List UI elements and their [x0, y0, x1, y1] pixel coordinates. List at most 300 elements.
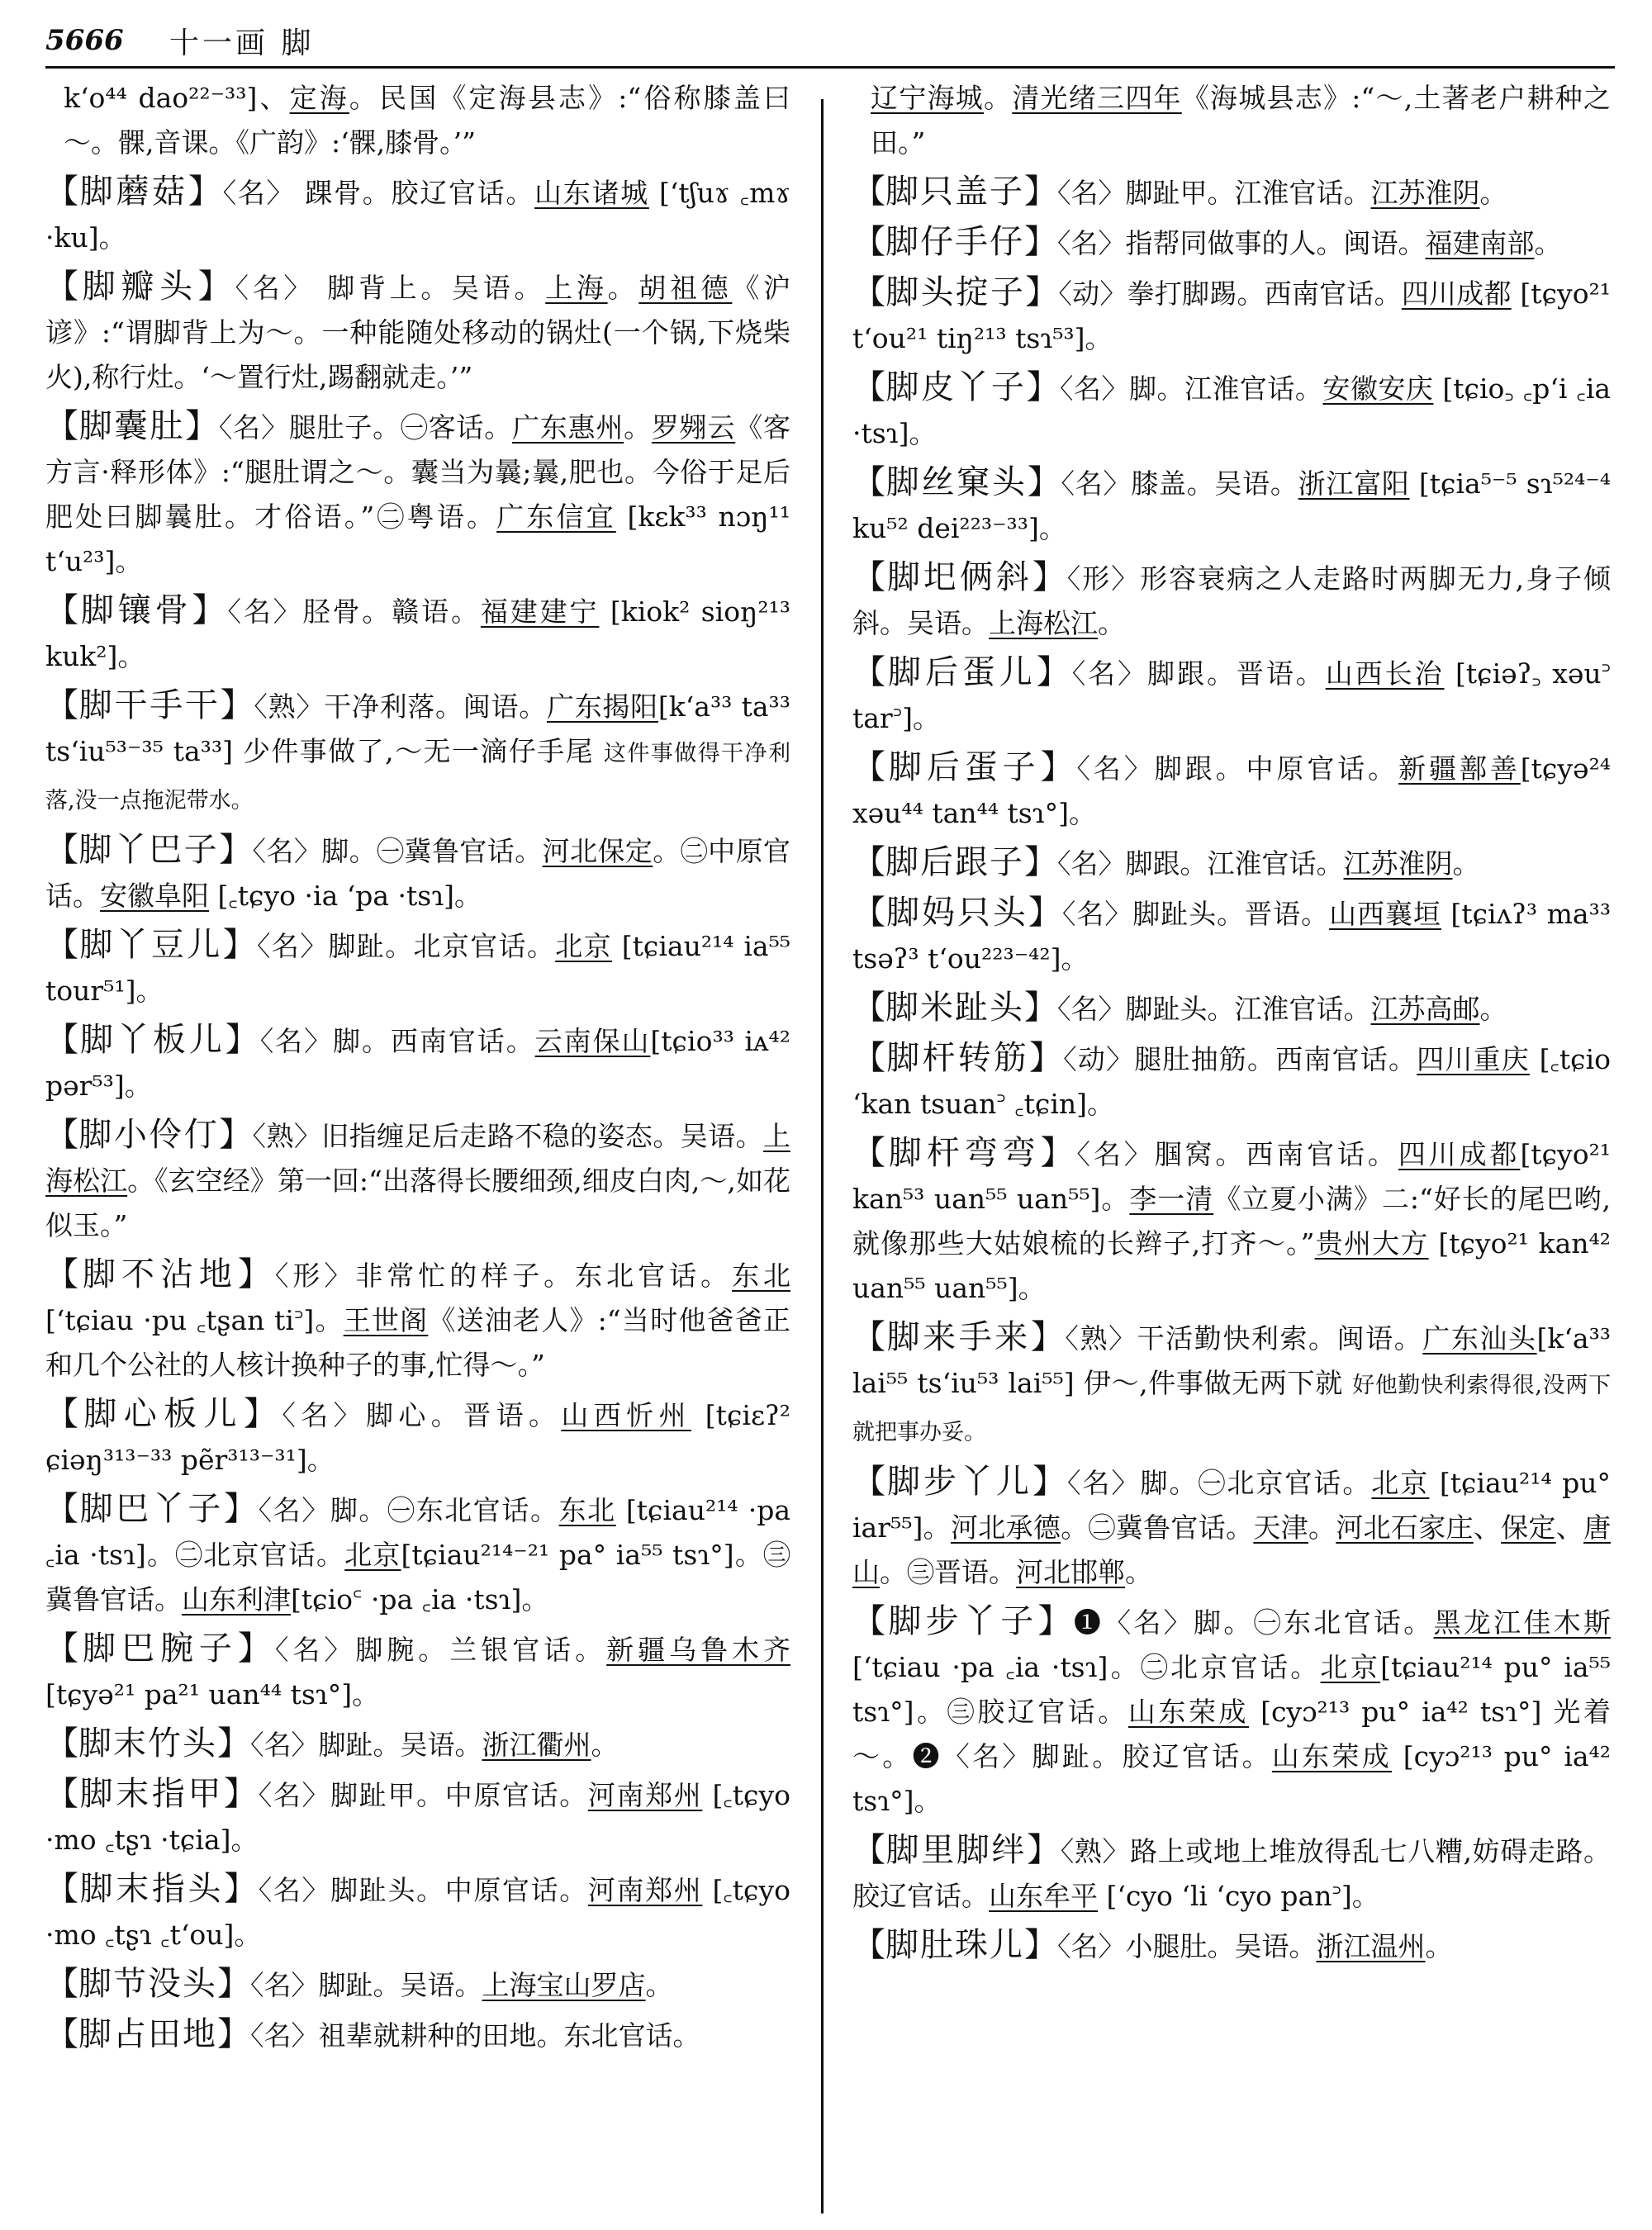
location-name: 北京 [555, 930, 612, 962]
definition-text: [cyɔ²¹³ pu° ia⁴² tsɿ°] 光着～。❷〈名〉脚趾。胶辽官话。 [852, 1696, 1611, 1772]
headword: 脚占田地 [78, 2015, 217, 2053]
definition-text: 。㊂晋语。 [880, 1556, 1016, 1588]
definition-text: [tɕyo²¹ kan⁴² uan⁵⁵ uan⁵⁵]。 [852, 1227, 1611, 1304]
definition-text: 〈名〉脚趾。吴语。 [250, 1729, 482, 1761]
definition-text: 〈名〉 脚背上。吴语。 [235, 272, 546, 304]
headword: 脚镶骨 [80, 591, 192, 629]
definition-text: [tɕiau²¹⁴ pu° ia⁵⁵ tsɿ°]。㊂胶辽官话。 [852, 1651, 1611, 1728]
headword: 脚囊肚 [78, 407, 186, 445]
entry-continuation [45, 76, 790, 165]
headword: 脚丝窠头 [885, 463, 1028, 501]
definition-text: [tɕiau²¹⁴ pu° iar⁵⁵]。 [852, 1467, 1611, 1544]
definition-text: 。 [1479, 177, 1507, 209]
definition-text: [tɕyə²¹ pa²¹ uan⁴⁴ tsɿ°]。 [45, 1678, 380, 1710]
bracket-close: 】 [224, 1775, 259, 1813]
headword: 脚蘑菇 [79, 173, 188, 211]
bracket-close: 】 [243, 1395, 282, 1433]
dictionary-entry [45, 1113, 790, 1248]
bracket-open: 【 [45, 268, 83, 306]
definition-text: 。 [624, 411, 652, 444]
definition-text: [ʻtʃuɤ ꜀mɤ ·ku]。 [45, 177, 790, 254]
bracket-close: 】 [237, 1630, 275, 1668]
bracket-close: 】 [1028, 1039, 1064, 1077]
headword: 脚只盖子 [885, 173, 1024, 211]
location-name: 浙江衢州 [482, 1729, 591, 1761]
location-name: 罗翙云 [651, 411, 736, 444]
headword: 脚米趾头 [885, 989, 1024, 1027]
headword: 脚小伶仃 [78, 1116, 220, 1154]
location-name: 上海松江 [989, 607, 1098, 639]
bracket-open: 【 [852, 894, 886, 932]
definition-text: [tɕio꜂ ·pa ꜀ia ·tsɿ]。 [291, 1583, 549, 1616]
definition-text: 〈名〉脚心。晋语。 [282, 1399, 562, 1431]
bracket-close: 】 [1030, 1318, 1066, 1356]
definition-text: 。 [1452, 847, 1480, 880]
headword: 脚圯俩斜 [886, 558, 1032, 596]
location-name: 江苏淮阴 [1343, 847, 1453, 880]
headword: 脚杆转筋 [886, 1039, 1029, 1077]
bracket-open: 【 [852, 463, 886, 501]
bracket-close: 】 [1037, 1602, 1074, 1640]
location-name: 广东揭阳 [546, 690, 658, 723]
definition-text: [k‘a³³ lai⁵⁵ ts‘iu⁵³ lai⁵⁵] 伊～,件事做无两下就 [852, 1322, 1611, 1399]
location-name: 江苏高邮 [1370, 993, 1480, 1025]
definition-text: 〈熟〉干净利落。闽语。 [254, 690, 547, 723]
definition-text: ❶〈名〉脚。㊀东北官话。 [1073, 1606, 1434, 1639]
bracket-open: 【 [852, 1463, 887, 1501]
headword: 脚巴丫子 [79, 1490, 224, 1528]
bracket-close: 】 [1027, 463, 1061, 501]
definition-text: 〈名〉脚。江淮官话。 [1059, 372, 1323, 405]
headword: 脚皮丫子 [885, 368, 1027, 406]
bracket-open: 【 [45, 1490, 80, 1528]
bracket-close: 】 [219, 1116, 253, 1154]
bracket-close: 】 [192, 591, 228, 629]
definition-text: 《海城县志》:“～,土著老户耕种之田。” [871, 82, 1611, 159]
definition-text: [꜀tɕyo ·mo ꜀tʂɿ ·tɕia]。 [45, 1779, 790, 1856]
bracket-close: 】 [1026, 368, 1060, 406]
location-name: 广东汕头 [1422, 1322, 1537, 1355]
bracket-close: 】 [188, 173, 223, 211]
headword: 脚丫巴子 [78, 831, 220, 869]
definition-text: [tɕiau²¹⁴⁻²¹ pa° ia⁵⁵ tsɿ°]。㊂冀鲁官话。 [45, 1539, 790, 1616]
location-name: 定海 [289, 82, 349, 114]
definition-text: 〈名〉指帮同做事的人。闽语。 [1057, 227, 1426, 259]
headword: 脚头掟子 [885, 273, 1026, 311]
definition-text: 〈名〉祖辈就耕种的田地。东北官话。 [250, 2019, 700, 2052]
dictionary-entry [45, 1392, 790, 1483]
definition-text: 〈形〉形容衰病之人走路时两脚无力,身子倾斜。吴语。 [852, 562, 1611, 639]
headword: 脚步丫儿 [887, 1463, 1032, 1501]
bracket-open: 【 [852, 273, 886, 311]
bracket-close: 】 [1024, 173, 1057, 211]
bracket-close: 】 [1024, 223, 1057, 261]
definition-text: 〈名〉脚。㊀东北官话。 [258, 1494, 559, 1526]
definition-text: [cyɔ²¹³ pu° ia⁴² tsɿ°]。 [852, 1740, 1611, 1817]
definition-text: 〈动〉拳打脚踢。西南官话。 [1058, 278, 1402, 310]
definition-text: k‘o⁴⁴ dao²²⁻³³]、 [64, 82, 290, 114]
bracket-open: 【 [852, 1318, 887, 1356]
location-name: 四川成都 [1401, 278, 1512, 310]
headword: 脚后跟子 [885, 843, 1024, 881]
location-name: 河北承德 [950, 1511, 1061, 1544]
definition-text: [tɕyo²¹ t‘ou²¹ tiŋ²¹³ tsɿ⁵³]。 [852, 278, 1611, 354]
definition-text: 〈名〉脚趾头。江淮官话。 [1057, 993, 1371, 1025]
page-header [45, 15, 1615, 66]
definition-text: [tɕiʌʔ³ ma³³ tsəʔ³ t‘ou²²³⁻⁴²]。 [852, 898, 1611, 975]
location-name: 北京 [1320, 1651, 1381, 1683]
translation-note: 好他勤快利索得很,没两下就把事办妥。 [852, 1373, 1611, 1445]
dictionary-entry [45, 1867, 790, 1957]
location-name: 黑龙江佳木斯 [1433, 1606, 1611, 1639]
bracket-open: 【 [45, 1870, 80, 1908]
dictionary-entry [45, 1772, 790, 1862]
location-name: 河北保定 [542, 835, 653, 867]
location-name: 上海 [545, 272, 608, 304]
dictionary-entry [45, 264, 790, 400]
location-name: 山西襄垣 [1329, 898, 1441, 930]
dictionary-entry [45, 1962, 790, 2008]
location-name: 江苏淮阴 [1370, 177, 1480, 209]
bracket-close: 】 [217, 1725, 250, 1763]
bracket-open: 【 [852, 1602, 889, 1640]
definition-text: [tɕio꜆ ꜀p‘i ꜀ia ·tsɿ]。 [852, 372, 1611, 449]
bracket-close: 】 [1032, 558, 1067, 596]
bracket-open: 【 [45, 926, 80, 964]
definition-text: [kiok² sioŋ²¹³ kuk²]。 [45, 595, 790, 672]
dictionary-entry [852, 985, 1611, 1032]
dictionary-entry [852, 650, 1611, 741]
headword: 脚末竹头 [78, 1725, 217, 1763]
definition-text: 。 [984, 82, 1013, 114]
bracket-open: 【 [45, 173, 80, 211]
bracket-open: 【 [852, 989, 885, 1027]
headword: 脚巴腕子 [82, 1630, 238, 1668]
dictionary-entry [852, 1036, 1611, 1127]
bracket-close: 】 [237, 1255, 275, 1293]
location-name: 福建南部 [1425, 227, 1535, 259]
bracket-open: 【 [45, 1255, 83, 1293]
entry-continuation [852, 76, 1611, 165]
bracket-open: 【 [852, 1831, 886, 1869]
headword: 脚后蛋子 [888, 748, 1041, 786]
definition-text: 〈名〉脚趾头。中原官话。 [258, 1874, 588, 1906]
definition-text: 。 [1308, 1511, 1336, 1544]
definition-text: 〈名〉脚腕。兰银官话。 [274, 1634, 607, 1666]
headword: 脚来手来 [886, 1318, 1031, 1356]
location-name: 山西忻州 [561, 1399, 691, 1431]
location-name: 山东荣成 [1127, 1696, 1250, 1728]
dictionary-entry [852, 365, 1611, 456]
header-rule [45, 66, 1615, 69]
headword: 脚后蛋儿 [887, 653, 1037, 691]
definition-text: 。《玄空经》第一回:“出落得长腰细颈,细皮白肉,～,如花似玉。” [45, 1165, 790, 1241]
definition-text: 〈熟〉干活勤快利索。闽语。 [1065, 1322, 1423, 1355]
definition-text: 《沪谚》:“谓脚背上为～。一种能随处移动的锅灶(一个锅,下烧柴火),称行灶。‘～置行灶,踢翻就走。’” [45, 272, 790, 393]
dictionary-entry [45, 1721, 790, 1767]
bracket-close: 】 [1024, 1926, 1057, 1964]
definition-text: 。 [1098, 607, 1125, 639]
bracket-close: 】 [223, 1490, 259, 1528]
location-name: 新疆鄯善 [1398, 752, 1521, 785]
dictionary-entry [45, 683, 790, 823]
bracket-close: 】 [1040, 1134, 1077, 1172]
definition-text: 、 [1473, 1511, 1502, 1544]
definition-text: 〈名〉 踝骨。胶辽官话。 [222, 177, 535, 209]
definition-text: 。 [645, 1969, 673, 2001]
definition-text: 。 [1479, 993, 1507, 1025]
location-name: 唐山 [852, 1511, 1611, 1588]
bracket-open: 【 [45, 1116, 79, 1154]
headword: 脚步丫子 [888, 1602, 1038, 1640]
headword: 脚丫板儿 [79, 1021, 225, 1059]
definition-text: [tɕyo²¹ kan⁵³ uan⁵⁵ uan⁵⁵]。 [852, 1138, 1611, 1215]
headword: 脚杆弯弯 [888, 1134, 1041, 1172]
definition-text: 〈名〉脚跟。中原官话。 [1076, 752, 1399, 785]
bracket-open: 【 [45, 1021, 80, 1059]
headword: 脚肚珠儿 [885, 1926, 1024, 1964]
definition-text: 。㊁中原官话。 [45, 835, 790, 912]
bracket-close: 】 [217, 2015, 250, 2053]
bracket-close: 】 [1028, 894, 1062, 932]
definition-text: 〈名〉脚跟。江淮官话。 [1057, 847, 1344, 880]
bracket-open: 【 [45, 1725, 78, 1763]
definition-text: 。 [591, 1729, 619, 1761]
definition-text: [tɕiɛʔ² ɕiəŋ³¹³⁻³³ pẽr³¹³⁻³¹]。 [45, 1399, 790, 1476]
headword: 脚干手干 [78, 686, 221, 724]
definition-text: 〈名〉腘窝。西南官话。 [1076, 1138, 1398, 1170]
bracket-open: 【 [45, 1775, 80, 1813]
section-title: 十一画 脚 [169, 26, 315, 60]
definition-text: 〈熟〉路上或地上堆放得乱七八糟,妨碍走路。胶辽官话。 [852, 1835, 1611, 1912]
definition-text: [꜀tɕio ʻkan tsuan꜄ ꜀tɕin]。 [852, 1043, 1611, 1120]
definition-text: 〈名〉脚趾。吴语。 [250, 1969, 482, 2001]
headword: 脚节没头 [78, 1965, 217, 2003]
bracket-open: 【 [852, 223, 885, 261]
dictionary-entry [852, 840, 1611, 886]
definition-text: 〈名〉脚趾头。晋语。 [1061, 898, 1330, 930]
dictionary-entry [852, 745, 1611, 836]
definition-text: [꜀tɕyo ·mo ꜀tʂɿ ꜀t‘ou]。 [45, 1874, 790, 1951]
definition-text: 《客方言·释形体》:“腿肚谓之～。囊当为曩;曩,肥也。今俗于足后肥处曰脚曩肚。才俗语。”㊁粤语。 [45, 411, 790, 533]
location-name: 胡祖德 [638, 272, 733, 304]
location-name: 河北邯郸 [1016, 1556, 1125, 1588]
dictionary-entry [45, 1252, 790, 1388]
location-name: 山东牟平 [989, 1880, 1098, 1912]
definition-text: 。民国《定海县志》:“俗称膝盖曰～。髁,音课。《广韵》:‘髁,膝骨。’” [64, 82, 790, 159]
bracket-open: 【 [852, 748, 889, 786]
bracket-open: 【 [45, 1630, 83, 1668]
bracket-close: 】 [1027, 1831, 1061, 1869]
definition-text: [ʻtɕiau ·pu ꜀tʂan ti꜄]。 [45, 1304, 344, 1336]
bracket-close: 】 [217, 1965, 250, 2003]
definition-text: 。㊁冀鲁官话。 [1061, 1511, 1254, 1544]
location-name: 浙江富阳 [1298, 467, 1410, 500]
definition-text: 〈动〉腿肚抽筋。西南官话。 [1063, 1043, 1417, 1075]
location-name: 东北 [732, 1260, 790, 1292]
bracket-open: 【 [45, 1965, 78, 2003]
location-name: 天津 [1253, 1511, 1308, 1544]
definition-text: [ʻtɕiau ·pa ꜀ia ·tsɿ]。㊁北京官话。 [852, 1651, 1321, 1683]
location-name: 浙江温州 [1316, 1930, 1426, 1962]
bracket-close: 】 [1040, 748, 1077, 786]
definition-text: [tɕiau²¹⁴ ia⁵⁵ tour⁵¹]。 [45, 930, 790, 1007]
definition-text: 〈名〉脚趾甲。江淮官话。 [1057, 177, 1371, 209]
definition-text: [tɕio³³ iᴀ⁴² pər⁵³]。 [45, 1025, 790, 1102]
definition-text: [꜀tɕyo ·ia ʻpa ·tsɿ]。 [209, 880, 482, 912]
definition-text: [tɕyə²⁴ xəu⁴⁴ tan⁴⁴ tsɿ°]。 [852, 752, 1611, 829]
location-name: 四川成都 [1398, 1138, 1521, 1170]
bracket-close: 】 [1036, 653, 1072, 691]
location-name: 北京 [344, 1539, 401, 1571]
location-name: 李一清 [1129, 1183, 1214, 1215]
definition-text: 《立夏小满》二:“好长的尾巴哟,就像那些大姑娘梳的长辫子,打齐～。” [852, 1183, 1611, 1260]
dictionary-entry [45, 1626, 790, 1717]
location-name: 河北石家庄 [1336, 1511, 1474, 1544]
location-name: 山西长治 [1325, 657, 1445, 690]
bracket-close: 】 [1024, 843, 1057, 881]
location-name: 安徽安庆 [1322, 372, 1434, 405]
dictionary-entry [45, 169, 790, 260]
headword: 脚末指头 [79, 1870, 225, 1908]
bracket-close: 】 [220, 686, 254, 724]
location-name: 广东信宜 [496, 501, 616, 533]
dictionary-entry [45, 923, 790, 1013]
bracket-close: 】 [219, 831, 253, 869]
definition-text: 〈名〉胫骨。赣语。 [227, 595, 481, 628]
dictionary-entry [852, 270, 1611, 361]
definition-text: [tɕia⁵⁻⁵ sɿ⁵²⁴⁻⁴ ku⁵² dei²²³⁻³³]。 [852, 467, 1611, 544]
definition-text: 、 [1555, 1511, 1584, 1544]
dictionary-entry [852, 169, 1611, 216]
bracket-close: 】 [225, 1021, 260, 1059]
location-name: 辽宁海城 [871, 82, 985, 114]
location-name: 云南保山 [534, 1025, 651, 1057]
dictionary-entry [852, 890, 1611, 981]
location-name: 福建建宁 [480, 595, 600, 628]
bracket-close: 】 [1025, 273, 1059, 311]
translation-note: 这件事做得干净利落,没一点拖泥带水。 [45, 741, 790, 814]
location-name: 上海宝山罗店 [482, 1969, 646, 2001]
dictionary-entry [852, 1315, 1611, 1455]
headword: 脚妈只头 [885, 894, 1028, 932]
definition-text: 〈名〉腿肚子。㊀客话。 [218, 411, 512, 444]
location-name: 贵州大方 [1314, 1227, 1429, 1260]
dictionary-entry [852, 220, 1611, 266]
bracket-close: 】 [1024, 989, 1057, 1027]
dictionary-entry [45, 828, 790, 918]
location-name: 山东荣成 [1271, 1740, 1392, 1772]
definition-text: 〈名〉脚跟。晋语。 [1071, 657, 1326, 690]
headword: 脚仔手仔 [885, 223, 1024, 261]
definition-text: 。 [607, 272, 639, 304]
definition-text: 〈名〉脚趾甲。中原官话。 [258, 1779, 588, 1811]
definition-text: 〈名〉脚。㊀冀鲁官话。 [252, 835, 543, 867]
bracket-open: 【 [45, 2015, 78, 2053]
bracket-open: 【 [45, 1395, 84, 1433]
definition-text: [tɕiəʔ꜆ xəu꜄ tar꜄]。 [852, 657, 1611, 734]
bracket-open: 【 [45, 407, 79, 445]
definition-text: [k‘a³³ ta³³ ts‘iu⁵³⁻³⁵ ta³³] 少件事做了,～无一滴仔手尾 [45, 690, 790, 767]
bracket-open: 【 [852, 1926, 885, 1964]
dictionary-entry [852, 555, 1611, 646]
definition-text: 〈熟〉旧指缠足后走路不稳的姿态。吴语。 [252, 1120, 764, 1152]
dictionary-entry [852, 1131, 1611, 1311]
bracket-open: 【 [852, 1134, 889, 1172]
headword: 脚丫豆儿 [79, 926, 223, 964]
dictionary-entry [852, 1459, 1611, 1595]
dictionary-entry [45, 1018, 790, 1108]
location-name: 四川重庆 [1417, 1043, 1530, 1075]
location-name: 山东利津 [182, 1583, 291, 1616]
bracket-open: 【 [852, 558, 887, 596]
headword: 脚末指甲 [79, 1775, 225, 1813]
column-divider [821, 99, 824, 2213]
headword: 脚瓣头 [82, 268, 198, 306]
location-name: 上海松江 [45, 1120, 790, 1197]
location-name: 山东诸城 [534, 177, 649, 209]
definition-text: 〈名〉脚趾。北京官话。 [257, 930, 556, 962]
bracket-close: 】 [185, 407, 219, 445]
location-name: 河南郑州 [587, 1779, 703, 1811]
dictionary-entry [45, 2012, 790, 2058]
definition-text: 〈名〉脚。西南官话。 [259, 1025, 535, 1057]
bracket-open: 【 [852, 653, 888, 691]
bracket-open: 【 [45, 686, 79, 724]
headword: 脚里脚绊 [885, 1831, 1028, 1869]
definition-text: [kɛk³³ nɔŋ¹¹ t‘u²³]。 [45, 501, 790, 577]
definition-text: 〈名〉脚。㊀北京官话。 [1066, 1467, 1372, 1499]
left-column [45, 76, 790, 2215]
headword: 脚不沾地 [82, 1255, 238, 1293]
definition-text: 〈名〉小腿肚。吴语。 [1057, 1930, 1317, 1962]
headword: 脚心板儿 [83, 1395, 244, 1433]
dictionary-entry [45, 588, 790, 679]
location-name: 清光绪三四年 [1012, 82, 1182, 114]
location-name: 东北 [558, 1494, 616, 1526]
bracket-open: 【 [45, 591, 81, 629]
bracket-close: 】 [222, 926, 258, 964]
dictionary-entry [45, 1487, 790, 1622]
location-name: 保定 [1501, 1511, 1556, 1544]
bracket-close: 】 [224, 1870, 259, 1908]
bracket-open: 【 [45, 831, 79, 869]
definition-text: 。 [1125, 1556, 1152, 1588]
dictionary-entry [852, 460, 1611, 551]
location-name: 王世阁 [343, 1304, 429, 1336]
bracket-open: 【 [852, 1039, 887, 1077]
definition-text: 。 [1425, 1930, 1453, 1962]
definition-text: 。 [1534, 227, 1562, 259]
bracket-close: 】 [1032, 1463, 1067, 1501]
dictionary-entry [852, 1599, 1611, 1824]
location-name: 广东惠州 [512, 411, 624, 444]
location-name: 安徽阜阳 [100, 880, 209, 912]
bracket-close: 】 [197, 268, 235, 306]
location-name: 新疆乌鲁木齐 [606, 1634, 790, 1666]
definition-text: [ʻcyo ʻli ʻcyo pan꜄]。 [1098, 1880, 1379, 1912]
bracket-open: 【 [852, 843, 885, 881]
right-column [852, 76, 1611, 2215]
bracket-open: 【 [852, 368, 886, 406]
definition-text: [tɕiau²¹⁴ ·pa ꜀ia ·tsɿ]。㊁北京官话。 [45, 1494, 790, 1571]
dictionary-entry [852, 1923, 1611, 1969]
dictionary-entry [852, 1828, 1611, 1919]
dictionary-entry [45, 404, 790, 584]
location-name: 北京 [1371, 1467, 1430, 1499]
definition-text: 〈形〉非常忙的样子。东北官话。 [274, 1260, 733, 1292]
definition-text: 〈名〉膝盖。吴语。 [1061, 467, 1298, 500]
